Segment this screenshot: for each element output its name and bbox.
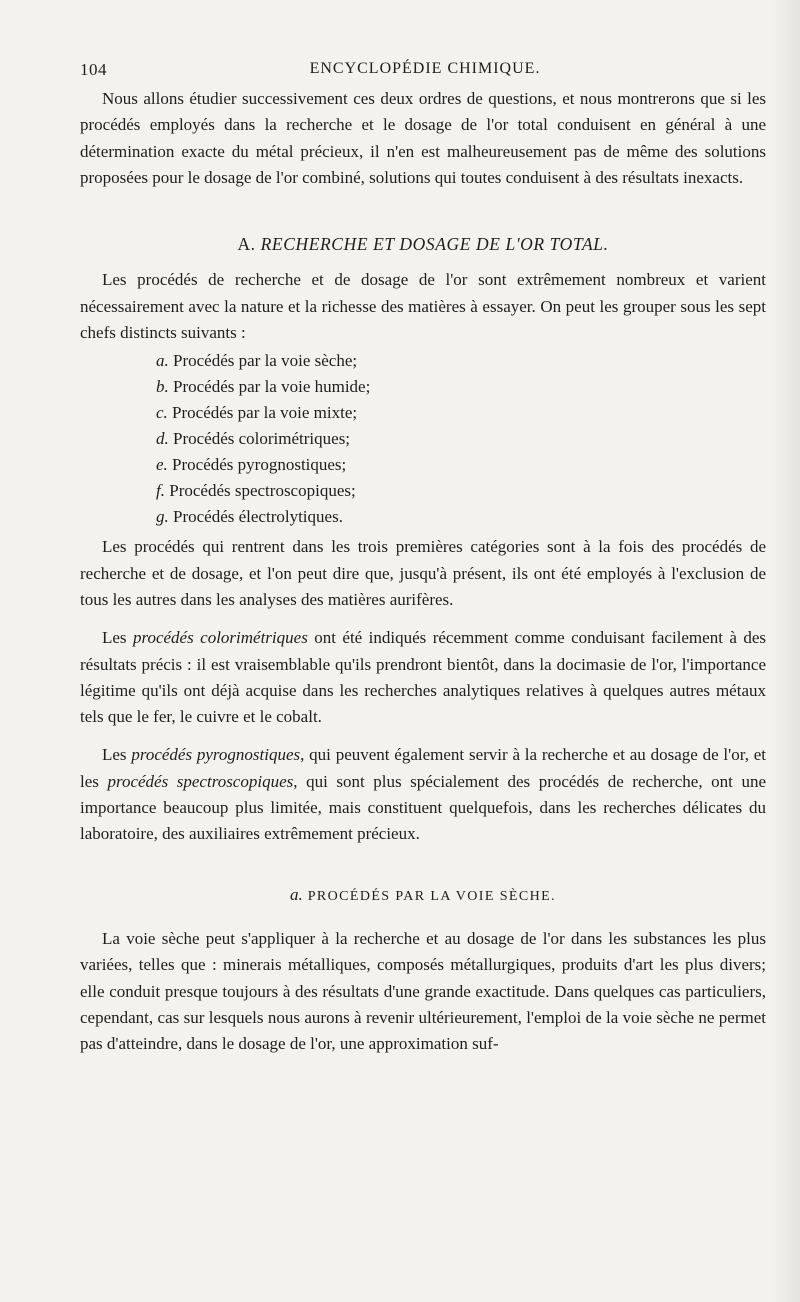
colorimetric-emphasis: procédés colorimétriques: [132, 628, 308, 648]
list-item-mark: a.: [156, 351, 169, 371]
subsection-title: [80, 882, 766, 910]
colorimetric-text-lead: Les: [102, 628, 133, 648]
list-item-text: Procédés par la voie humide;: [173, 377, 371, 397]
list-item: [156, 504, 766, 530]
dry-way-paragraph: La voie sèche peut s'appliquer à la recherche et au dosage de l'or dans les substances les plus variées, telles que : minerais métalliques, composés métallurgiques, produits d'art les plus divers; elle conduit presque toujours à des résultats d'une grande exactitude. Dans quelques cas particuliers, cependant, cas sur lesquels nous aurons à revenir ultérieurement, l'emploi de la voie sèche ne permet pas d'atteindre, dans le dosage de l'or, une approximation suf-: [80, 928, 766, 1054]
list-item: [156, 478, 766, 504]
list-item: [156, 374, 766, 400]
list-item: [156, 452, 766, 478]
section-title-text: RECHERCHE ET DOSAGE DE L'OR TOTAL.: [260, 234, 609, 255]
list-item-text: Procédés par la voie mixte;: [172, 403, 358, 423]
list-item-text: Procédés spectroscopiques;: [169, 481, 356, 501]
list-item-mark: e.: [156, 455, 168, 475]
pyrognostic-text-3: , qui sont plus spécialement des procédés de recherche, ont une importance beaucoup plus limitée, mais constituent quelquefois, dans les recherches délicates du laboratoire, des auxiliaires extrêmement précieux.: [80, 771, 767, 844]
list-item-mark: b.: [156, 377, 169, 397]
list-item-mark: f.: [156, 481, 165, 501]
list-item-mark: c.: [156, 403, 168, 423]
subsection-title-text: PROCÉDÉS PAR LA VOIE SÈCHE.: [307, 888, 556, 904]
list-item-text: Procédés colorimétriques;: [173, 429, 351, 449]
first-three-categories-paragraph: Les procédés qui rentrent dans les trois premières catégories sont à la fois des procédés de recherche et de dosage, et l'on peut dire que, jusqu'à présent, ils ont été employés à l'exclusion de tous les autres dans les analyses des matières aurifères.: [80, 537, 766, 609]
pyrognostic-paragraph: [80, 742, 766, 847]
subsection-title-letter: a.: [290, 884, 303, 904]
pyrognostic-text-2: , qui peuvent également servir à la recherche et au dosage de l'or, et les: [80, 745, 767, 791]
section-title: [80, 231, 766, 257]
list-item-text: Procédés pyrognostiques;: [172, 455, 347, 475]
colorimetric-paragraph: [80, 625, 766, 730]
page-header: [80, 60, 770, 80]
pyrognostic-text-1: Les: [102, 745, 132, 765]
colorimetric-text-rest: ont été indiqués récemment comme conduisant facilement à des résultats précis : il est vraisemblable qu'ils prendront bientôt, dans la docimasie de l'or, l'importance légitime qu'ils ont déjà acquise dans les recherches analytiques relatives à quelques autres métaux tels que le fer, le cuivre et le cobalt.: [80, 628, 767, 727]
pyrognostic-emphasis: procédés pyrognostiques: [131, 745, 301, 765]
section-title-letter: A.: [237, 234, 256, 255]
page-number: 104: [80, 60, 107, 79]
list-item: [156, 348, 766, 374]
intro-paragraph: Nous allons étudier successivement ces deux ordres de questions, et nous montrerons que si les procédés employés dans la recherche et le dosage de l'or total conduisent en général à une détermination exacte du métal précieux, il n'en est malheureusement pas de même des solutions proposées pour le dosage de l'or combiné, solutions qui toutes conduisent à des résultats inexacts.: [80, 89, 766, 187]
list-item-text: Procédés par la voie sèche;: [173, 351, 358, 371]
list-item: [156, 400, 766, 426]
methods-list: [80, 348, 766, 530]
list-item-text: Procédés électrolytiques.: [173, 507, 343, 527]
list-item: [156, 426, 766, 452]
section-intro-paragraph: Les procédés de recherche et de dosage de l'or sont extrêmement nombreux et varient nécessairement avec la nature et la richesse des matières à essayer. On peut les grouper sous les sept chefs distincts suivants :: [80, 270, 766, 343]
running-title: ENCYCLOPÉDIE CHIMIQUE.: [309, 60, 541, 77]
spectroscopic-emphasis: procédés spectroscopiques: [107, 771, 294, 791]
list-item-mark: d.: [156, 429, 169, 449]
page-body: [80, 86, 766, 1057]
list-item-mark: g.: [156, 507, 169, 527]
